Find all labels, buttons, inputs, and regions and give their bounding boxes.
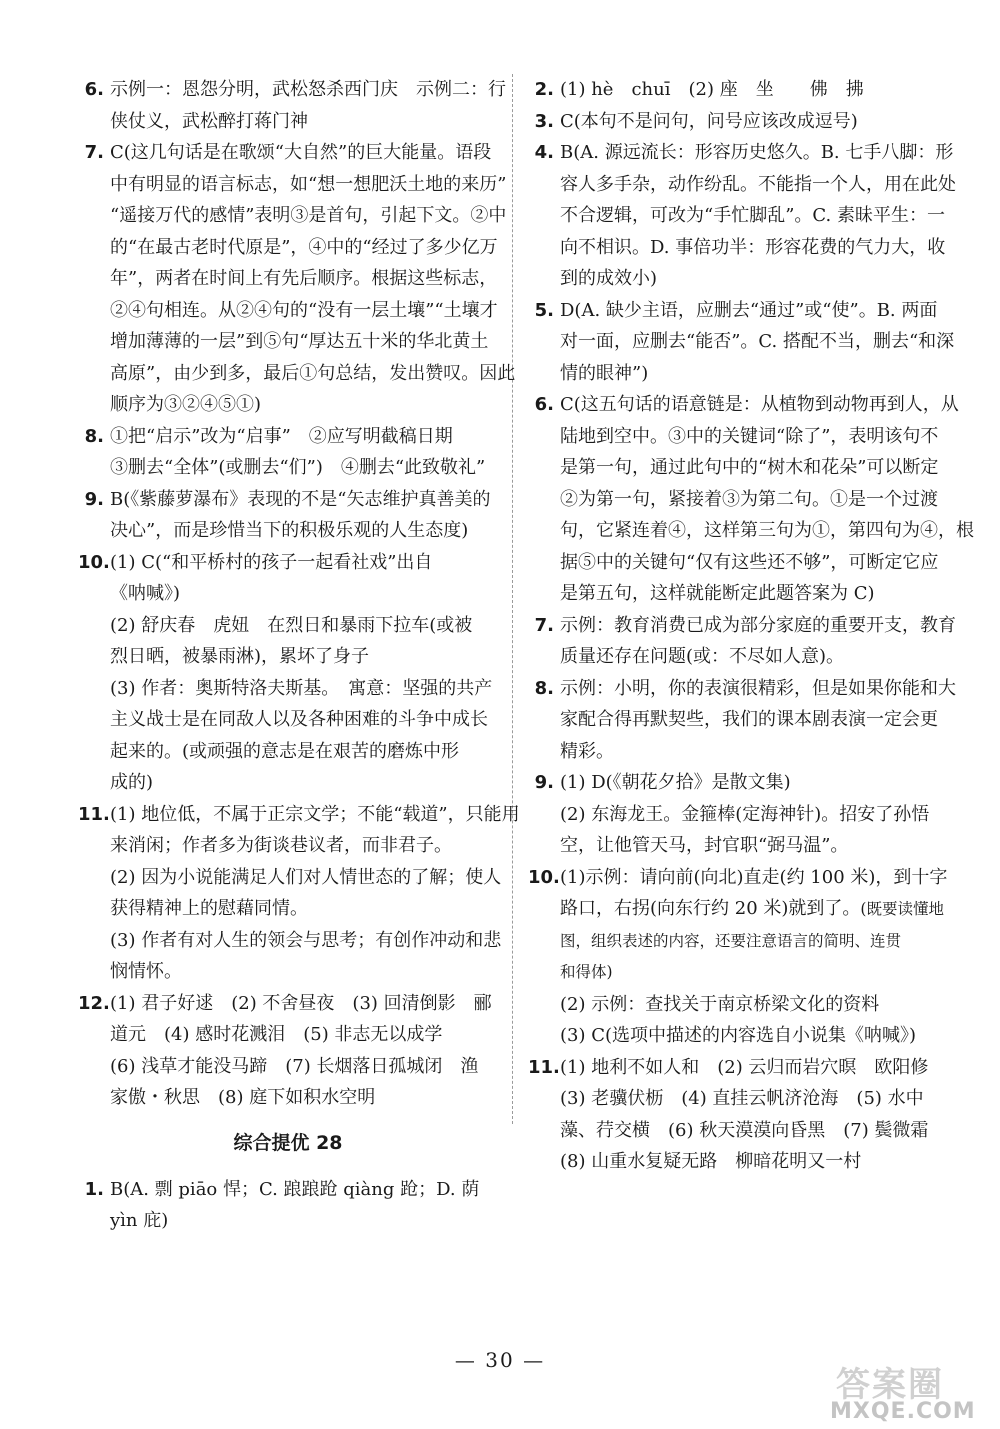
answer-body	[110, 1174, 498, 1237]
answer-line: 的“在最古老时代原是”，④中的“经过了多少亿万	[110, 236, 498, 258]
answer-line: ①把“启示”改为“启事” ②应写明截稿日期	[110, 425, 453, 447]
answer-number: 8.	[534, 677, 554, 699]
answer-item	[78, 484, 498, 547]
answer-body	[560, 295, 954, 390]
answer-item	[78, 988, 498, 1114]
answer-line: ③删去“全体”(或删去“们”) ④删去“此致敬礼”	[110, 457, 486, 478]
answer-note: 和得体)	[560, 963, 613, 981]
answer-item	[528, 610, 956, 673]
answer-line: ②④句相连。从②④句的“没有一层土壤”“土壤才	[110, 299, 498, 321]
answer-number: 5.	[534, 299, 554, 321]
answer-body	[560, 673, 956, 768]
answer-item	[528, 673, 956, 768]
answer-line: 顺序为③②④⑤①)	[110, 394, 262, 415]
answer-line: 主义战士是在同敌人以及各种困难的斗争中成长	[110, 709, 488, 730]
answer-line: 是第一句，通过此句中的“树木和花朵”可以断定	[560, 457, 939, 478]
answer-line: 到的成效小)	[560, 268, 658, 289]
answer-note: (既要读懂地	[860, 900, 944, 918]
answer-line: 路口，右拐(向东行约 20 米)就到了。(既要读懂地	[560, 898, 944, 919]
answer-line: B(A. 剽 piāo 悍；C. 踉踉跄 qiàng 跄；D. 荫	[110, 1178, 480, 1200]
answer-note: 图，组织表述的内容，还要注意语言的简明、连贯	[560, 931, 902, 950]
answer-body	[110, 74, 506, 137]
answer-body	[560, 767, 948, 862]
answer-line: 成的)	[110, 772, 154, 793]
answer-number: 11.	[528, 1056, 560, 1078]
left-answer-list	[78, 74, 520, 1114]
answer-line: (1) hè chuī (2) 座 坐 佛 拂	[560, 79, 864, 100]
page-number: — 30 —	[454, 1348, 546, 1372]
answer-line: 《呐喊》)	[110, 583, 181, 604]
answer-line: 对一面，应删去“能否”。C. 搭配不当，删去“和深	[560, 331, 955, 352]
answer-line: “遥接万代的感情”表明③是首句，引起下文。②中	[110, 205, 507, 226]
answer-number: 3.	[534, 110, 554, 132]
answer-number: 1.	[84, 1178, 104, 1200]
answer-body	[560, 389, 974, 610]
answer-line: 家傲・秋思 (8) 庭下如积水空明	[110, 1087, 376, 1108]
right-answer-list	[528, 74, 974, 1178]
answer-line: (1) 君子好逑 (2) 不舍昼夜 (3) 回清倒影 郦	[110, 992, 492, 1014]
answer-number: 10.	[78, 551, 110, 573]
answer-item	[78, 137, 516, 421]
answer-line: C(本句不是问句，问号应该改成逗号)	[560, 110, 858, 132]
answer-line: 陆地到空中。③中的关键词“除了”，表明该句不	[560, 425, 939, 447]
answer-item	[528, 1052, 948, 1178]
answer-body	[110, 137, 515, 421]
answer-line: 来消闲；作者多为街谈巷议者，而非君子。	[110, 835, 452, 856]
answer-item	[78, 547, 498, 799]
answer-line: (3) C(选项中描述的内容选自小说集《呐喊》)	[560, 1025, 917, 1046]
answer-line: (3) 老骥伏枥 (4) 直挂云帆济沧海 (5) 水中	[560, 1088, 924, 1109]
watermark-text: 答案圈	[836, 1365, 944, 1405]
answer-line: (2) 东海龙王。金箍棒(定海神针)。招安了孙悟	[560, 803, 930, 825]
answer-line: 据⑤中的关键句“仅有这些还不够”，可断定它应	[560, 551, 939, 573]
answer-number: 2.	[534, 79, 554, 100]
answer-line: 情的眼神”)	[560, 362, 649, 384]
answer-item	[528, 295, 955, 390]
answer-number: 6.	[534, 394, 554, 415]
answer-body	[110, 484, 498, 547]
answer-number: 8.	[84, 425, 104, 447]
answer-body	[560, 74, 948, 106]
answer-line: 年”，两者在时间上有先后顺序。根据这些标志，	[110, 268, 498, 289]
answer-line: (8) 山重水复疑无路 柳暗花明又一村	[560, 1151, 862, 1172]
answer-line: (2) 舒庆春 虎妞 在烈日和暴雨下拉车(或被	[110, 614, 473, 636]
answer-line: 侠仗义，武松醉打蒋门神	[110, 110, 308, 132]
answer-item	[528, 862, 948, 1052]
answer-body	[560, 862, 948, 1052]
answer-item	[528, 74, 948, 106]
answer-line: 藻、荇交横 (6) 秋天漠漠向昏黑 (7) 鬓微霜	[560, 1119, 929, 1141]
answer-number: 4.	[534, 142, 554, 163]
answer-line: (2) 因为小说能满足人们对人情世态的了解；使人	[110, 866, 502, 888]
answer-line: 高原”，由少到多，最后①句总结，发出赞叹。因此	[110, 362, 516, 384]
answer-line: 是第五句，这样就能断定此题答案为 C)	[560, 583, 875, 604]
answer-number: 7.	[534, 614, 554, 636]
answer-body	[110, 988, 498, 1114]
left-column	[78, 74, 520, 1237]
answer-line: 句，它紧连着④，这样第三句为①，第四句为④，根	[560, 520, 974, 541]
answer-line: C(这几句话是在歌颂“大自然”的巨大能量。语段	[110, 142, 492, 163]
answer-body	[110, 547, 498, 799]
answer-number: 10.	[528, 866, 560, 888]
answer-item	[78, 421, 498, 484]
answer-number: 9.	[534, 772, 554, 793]
answer-item	[528, 137, 956, 295]
answer-body	[560, 106, 948, 138]
answer-line: 决心”，而是珍惜当下的积极乐观的人生态度)	[110, 520, 469, 541]
answer-line: (2) 示例：查找关于南京桥梁文化的资料	[560, 993, 880, 1015]
answer-number: 12.	[78, 992, 110, 1014]
answer-line: (3) 作者：奥斯特洛夫斯基。 寓意：坚强的共产	[110, 677, 493, 699]
answer-line: 烈日晒，被暴雨淋)，累坏了身子	[110, 646, 370, 667]
answer-item	[78, 1174, 498, 1237]
answer-line: 精彩。	[560, 740, 614, 762]
answer-line: 起来的。(或顽强的意志是在艰苦的磨炼中形	[110, 740, 460, 762]
answer-line: 空，让他管天马，封官职“弼马温”。	[560, 835, 849, 856]
answer-line: (1) D(《朝花夕拾》是散文集)	[560, 772, 791, 793]
answer-line: 中有明显的语言标志，如“想一想肥沃土地的来历”	[110, 173, 507, 195]
answer-line: 不合逻辑，可改为“手忙脚乱”。C. 素昧平生：一	[560, 205, 945, 226]
watermark-url: MXQE.COM	[830, 1399, 976, 1424]
answer-line: 家配合得再默契些，我们的课本剧表演一定会更	[560, 709, 938, 730]
answer-item	[528, 106, 948, 138]
answer-line: 向不相识。D. 事倍功半：形容花费的气力大，收	[560, 236, 946, 258]
answer-body	[110, 421, 498, 484]
answer-item	[528, 389, 974, 610]
answer-body	[560, 1052, 948, 1178]
answer-line: (3) 作者有对人生的领会与思考；有创作冲动和悲	[110, 929, 502, 951]
answer-line: 悯情怀。	[110, 961, 182, 982]
answer-line: 增加薄薄的一层”到⑤句“厚达五十米的华北黄土	[110, 331, 489, 352]
answer-line: 示例：小明，你的表演很精彩，但是如果你能和大	[560, 677, 956, 699]
answer-item	[528, 767, 948, 862]
answer-line: B(《紫藤萝瀑布》表现的不是“矢志维护真善美的	[110, 488, 491, 510]
answer-line: 容人多手杂，动作纷乱。不能指一个人，用在此处	[560, 173, 956, 195]
answer-body	[560, 137, 956, 295]
answer-line: (1) 地利不如人和 (2) 云归而岩穴暝 欧阳修	[560, 1056, 929, 1078]
answer-line: (6) 浅草才能没马蹄 (7) 长烟落日孤城闭 渔	[110, 1055, 479, 1077]
answer-line: 道元 (4) 感时花溅泪 (5) 非志无以成学	[110, 1024, 443, 1045]
answer-number: 9.	[84, 488, 104, 510]
answer-line: 示例：教育消费已成为部分家庭的重要开支，教育	[560, 614, 956, 636]
section-title: 综合提优 28	[233, 1131, 343, 1154]
answer-number: 11.	[78, 803, 110, 825]
right-column	[528, 74, 974, 1178]
answer-line: D(A. 缺少主语，应删去“通过”或“使”。B. 两面	[560, 299, 938, 321]
answer-body	[110, 799, 520, 988]
answer-number: 7.	[84, 142, 104, 163]
answer-line: 质量还存在问题(或：不尽如人意)。	[560, 646, 845, 667]
answer-line: (1) 地位低，不属于正宗文学；不能“载道”，只能用	[110, 803, 520, 825]
answer-line: (1)示例：请向前(向北)直走(约 100 米)，到十字	[560, 866, 948, 888]
answer-line: ②为第一句，紧接着③为第二句。①是一个过渡	[560, 488, 938, 510]
answer-number: 6.	[84, 79, 104, 100]
answer-line: C(这五句话的语意链是：从植物到动物再到人，从	[560, 394, 959, 415]
answer-body	[560, 610, 956, 673]
watermark-logo	[830, 1355, 990, 1425]
answer-line: yìn 庇)	[110, 1210, 169, 1231]
left-answer-list-2	[78, 1174, 498, 1237]
answer-line: 示例一：恩怨分明，武松怒杀西门庆 示例二：行	[110, 79, 506, 100]
answer-item	[78, 799, 520, 988]
answer-line: (1) C(“和平桥村的孩子一起看社戏”出自	[110, 551, 433, 573]
answer-item	[78, 74, 506, 137]
answer-line: 获得精神上的慰藉同情。	[110, 898, 308, 919]
answer-line: B(A. 源远流长：形容历史悠久。B. 七手八脚：形	[560, 142, 954, 163]
